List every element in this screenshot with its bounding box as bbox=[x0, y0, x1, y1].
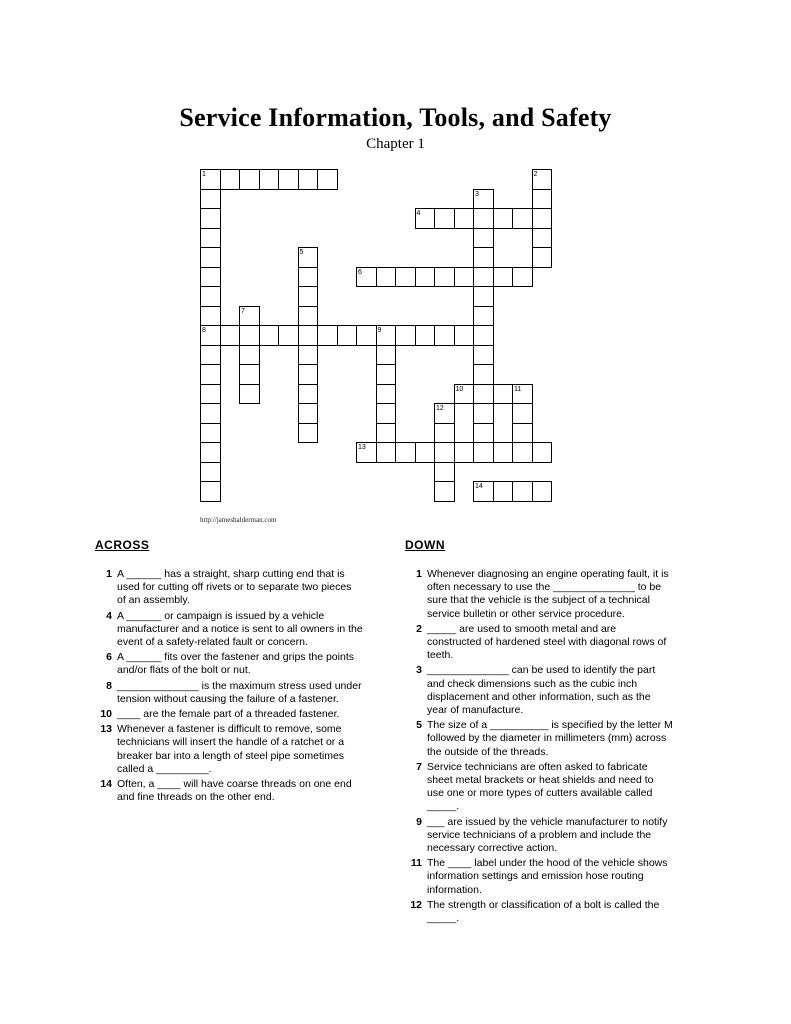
clue-text: ____ are the female part of a threaded fastener. bbox=[117, 708, 340, 721]
grid-cell[interactable] bbox=[200, 189, 221, 210]
grid-cell[interactable] bbox=[512, 403, 533, 424]
grid-cell[interactable] bbox=[415, 325, 436, 346]
across-clue-list bbox=[95, 568, 363, 804]
grid-cell[interactable] bbox=[220, 325, 241, 346]
cell-number: 3 bbox=[475, 190, 479, 198]
across-clues-section bbox=[95, 538, 363, 806]
grid-cell[interactable] bbox=[473, 208, 494, 229]
grid-cell[interactable] bbox=[454, 267, 475, 288]
clue-item bbox=[95, 708, 363, 721]
clue-text: ______________ is the maximum stress used under tension without causing the failure of a fastener. bbox=[117, 679, 362, 705]
clue-number: 2 bbox=[416, 622, 422, 635]
grid-cell[interactable] bbox=[200, 286, 221, 307]
grid-cell[interactable] bbox=[376, 442, 397, 463]
grid-cell[interactable] bbox=[493, 481, 514, 502]
grid-cell[interactable] bbox=[259, 325, 280, 346]
cell-number: 1 bbox=[202, 171, 206, 178]
clue-text: ______________ can be used to identify the part and check dimensions such as the cubic inch displacement and other information, such as the year of manufacture. bbox=[427, 664, 656, 717]
grid-cell[interactable] bbox=[376, 384, 397, 405]
cell-number: 8 bbox=[202, 327, 206, 334]
clue-item bbox=[95, 610, 363, 650]
grid-cell[interactable] bbox=[434, 481, 455, 502]
grid-cell[interactable] bbox=[200, 384, 221, 405]
grid-cell[interactable] bbox=[473, 423, 494, 444]
grid-cell[interactable] bbox=[493, 384, 514, 405]
clue-text: _____ are used to smooth metal and are constructed of hardened steel with diagonal rows of teeth. bbox=[427, 622, 667, 662]
grid-cell[interactable] bbox=[200, 267, 221, 288]
grid-cell[interactable] bbox=[200, 403, 221, 424]
grid-cell[interactable] bbox=[239, 364, 260, 385]
grid-cell[interactable] bbox=[473, 345, 494, 366]
grid-cell[interactable] bbox=[512, 423, 533, 444]
grid-cell[interactable] bbox=[512, 481, 533, 502]
grid-cell[interactable] bbox=[376, 403, 397, 424]
grid-cell[interactable] bbox=[532, 189, 553, 210]
clue-text: Whenever a fastener is difficult to remove, some technicians will insert the handle of a ratchet or a breaker bar into a length of steel pipe sometimes called a _________. bbox=[117, 723, 345, 775]
grid-cell[interactable] bbox=[473, 286, 494, 307]
grid-cell[interactable] bbox=[434, 462, 455, 483]
clue-item bbox=[95, 651, 363, 677]
grid-cell[interactable] bbox=[317, 325, 338, 346]
clue-text: ___ are issued by the vehicle manufacturer to notify service technicians of a problem and include the necessary corrective action. bbox=[427, 815, 668, 855]
clue-text: Service technicians are often asked to fabricate sheet metal brackets or heat shields and need to use one or more types of cutters available called _____. bbox=[427, 760, 654, 813]
clue-text: The size of a __________ is specified by the letter M followed by the diameter in millimeters (mm) across the outside of the threads. bbox=[427, 719, 673, 758]
grid-cell[interactable] bbox=[298, 169, 319, 190]
clue-text: A ______ has a straight, sharp cutting end that is used for cutting off rivets or to separate two pieces of an assembly. bbox=[117, 568, 352, 607]
grid-cell[interactable] bbox=[473, 267, 494, 288]
grid-cell[interactable] bbox=[239, 169, 260, 190]
clue-item bbox=[95, 568, 363, 608]
clue-item bbox=[95, 778, 363, 804]
clue-text: Often, a ____ will have coarse threads on one end and fine threads on the other end. bbox=[117, 778, 352, 804]
across-heading: ACROSS bbox=[95, 538, 150, 552]
down-clues-section bbox=[405, 538, 673, 927]
grid-cell[interactable] bbox=[434, 423, 455, 444]
grid-cell[interactable] bbox=[278, 325, 299, 346]
grid-cell[interactable] bbox=[473, 306, 494, 327]
grid-cell[interactable] bbox=[473, 189, 494, 210]
grid-cell[interactable] bbox=[200, 325, 221, 346]
clue-item bbox=[95, 723, 363, 776]
grid-cell[interactable] bbox=[473, 364, 494, 385]
grid-cell[interactable] bbox=[200, 364, 221, 385]
down-heading: DOWN bbox=[405, 538, 445, 552]
grid-cell[interactable] bbox=[376, 267, 397, 288]
clue-item bbox=[405, 623, 673, 663]
grid-cell[interactable] bbox=[473, 384, 494, 405]
grid-cell[interactable] bbox=[473, 228, 494, 249]
clue-number: 1 bbox=[106, 568, 112, 580]
grid-cell[interactable] bbox=[473, 325, 494, 346]
clue-number: 5 bbox=[416, 719, 422, 732]
clue-item bbox=[95, 680, 363, 706]
grid-cell[interactable] bbox=[298, 364, 319, 385]
grid-cell[interactable] bbox=[239, 345, 260, 366]
grid-cell[interactable] bbox=[512, 384, 533, 405]
grid-cell[interactable] bbox=[298, 403, 319, 424]
clue-number: 4 bbox=[106, 609, 112, 622]
grid-cell[interactable] bbox=[200, 228, 221, 249]
grid-cell[interactable] bbox=[473, 481, 494, 502]
clue-text: A ______ fits over the fastener and grips the points and/or flats of the bolt or nut. bbox=[117, 651, 354, 677]
grid-cell[interactable] bbox=[337, 325, 358, 346]
grid-cell[interactable] bbox=[200, 169, 221, 190]
grid-cell[interactable] bbox=[200, 247, 221, 268]
grid-cell[interactable] bbox=[239, 384, 260, 405]
cell-number: 5 bbox=[299, 249, 304, 256]
source-url-link[interactable]: http://jameshalderman.com bbox=[200, 516, 277, 524]
grid-cell[interactable] bbox=[317, 169, 338, 190]
clue-item bbox=[405, 857, 673, 897]
chapter-subtitle: Chapter 1 bbox=[366, 136, 425, 152]
grid-cell[interactable] bbox=[298, 325, 319, 346]
grid-cell[interactable] bbox=[473, 403, 494, 424]
grid-cell[interactable] bbox=[395, 442, 416, 463]
clue-number: 3 bbox=[416, 664, 422, 677]
grid-cell[interactable] bbox=[356, 325, 377, 346]
grid-cell[interactable] bbox=[434, 403, 455, 424]
clue-number: 6 bbox=[106, 651, 112, 664]
cell-number: 7 bbox=[241, 307, 245, 315]
grid-cell[interactable] bbox=[532, 442, 553, 463]
grid-cell[interactable] bbox=[298, 423, 319, 444]
grid-cell[interactable] bbox=[415, 267, 436, 288]
cell-number: 6 bbox=[358, 268, 362, 276]
cell-number: 10 bbox=[455, 385, 464, 393]
grid-cell[interactable] bbox=[512, 208, 533, 229]
cell-number: 12 bbox=[436, 405, 444, 412]
grid-cell[interactable] bbox=[278, 169, 299, 190]
grid-cell[interactable] bbox=[532, 247, 553, 268]
cell-number: 4 bbox=[416, 210, 421, 217]
clue-item bbox=[405, 568, 673, 621]
clue-number: 11 bbox=[410, 857, 422, 870]
grid-cell[interactable] bbox=[532, 228, 553, 249]
grid-cell[interactable] bbox=[376, 325, 397, 346]
clue-number: 12 bbox=[410, 898, 422, 911]
grid-cell[interactable] bbox=[376, 423, 397, 444]
grid-cell[interactable] bbox=[298, 384, 319, 405]
grid-cell[interactable] bbox=[473, 247, 494, 268]
grid-cell[interactable] bbox=[434, 208, 455, 229]
clue-number: 7 bbox=[416, 760, 422, 773]
grid-cell[interactable] bbox=[512, 442, 533, 463]
grid-cell[interactable] bbox=[200, 423, 221, 444]
grid-cell[interactable] bbox=[532, 208, 553, 229]
grid-cell[interactable] bbox=[454, 208, 475, 229]
grid-cell[interactable] bbox=[220, 169, 241, 190]
clue-number: 13 bbox=[100, 723, 112, 736]
grid-cell[interactable] bbox=[200, 462, 221, 483]
grid-cell[interactable] bbox=[415, 442, 436, 463]
clue-text: A ______ or campaign is issued by a vehicle manufacturer and a notice is sent to all owners in the event of a safety-related fault or concern. bbox=[117, 609, 363, 649]
grid-cell[interactable] bbox=[454, 325, 475, 346]
grid-cell[interactable] bbox=[434, 442, 455, 463]
grid-cell[interactable] bbox=[298, 306, 319, 327]
grid-cell[interactable] bbox=[434, 325, 455, 346]
grid-cell[interactable] bbox=[239, 325, 260, 346]
clue-item bbox=[405, 664, 673, 717]
clue-text: The ____ label under the hood of the vehicle shows information settings and emission hose routing information. bbox=[427, 857, 668, 896]
clue-text: The strength or classification of a bolt is called the _____. bbox=[427, 898, 660, 925]
grid-cell[interactable] bbox=[200, 481, 221, 502]
cell-number: 13 bbox=[358, 444, 366, 451]
grid-cell[interactable] bbox=[493, 208, 514, 229]
grid-cell[interactable] bbox=[200, 306, 221, 327]
grid-cell[interactable] bbox=[298, 345, 319, 366]
grid-cell[interactable] bbox=[512, 267, 533, 288]
clue-text: Whenever diagnosing an engine operating fault, it is often necessary to use the ______________ to be sure that the vehicle is the subject of a technical service bulletin or other service procedure. bbox=[427, 568, 669, 620]
grid-cell[interactable] bbox=[356, 442, 377, 463]
grid-cell[interactable] bbox=[532, 481, 553, 502]
cell-number: 9 bbox=[377, 327, 382, 334]
clue-number: 10 bbox=[100, 708, 112, 721]
clue-item bbox=[405, 761, 673, 814]
grid-cell[interactable] bbox=[356, 267, 377, 288]
grid-cell[interactable] bbox=[259, 169, 280, 190]
cell-number: 2 bbox=[533, 171, 538, 178]
grid-cell[interactable] bbox=[239, 306, 260, 327]
grid-cell[interactable] bbox=[454, 442, 475, 463]
clue-number: 9 bbox=[416, 815, 422, 828]
clue-number: 8 bbox=[106, 679, 112, 692]
grid-cell[interactable] bbox=[200, 345, 221, 366]
cell-number: 11 bbox=[514, 385, 522, 393]
clue-number: 14 bbox=[100, 778, 112, 791]
page-title: Service Information, Tools, and Safety bbox=[179, 103, 612, 132]
grid-cell[interactable] bbox=[376, 364, 397, 385]
grid-cell[interactable] bbox=[395, 325, 416, 346]
grid-cell[interactable] bbox=[434, 267, 455, 288]
grid-cell[interactable] bbox=[454, 384, 475, 405]
grid-cell[interactable] bbox=[200, 442, 221, 463]
clue-item bbox=[405, 719, 673, 759]
grid-cell[interactable] bbox=[298, 267, 319, 288]
grid-cell[interactable] bbox=[532, 169, 553, 190]
cell-number: 14 bbox=[475, 483, 483, 490]
grid-cell[interactable] bbox=[493, 442, 514, 463]
grid-cell[interactable] bbox=[415, 208, 436, 229]
grid-cell[interactable] bbox=[298, 286, 319, 307]
grid-cell[interactable] bbox=[298, 247, 319, 268]
clue-number: 1 bbox=[416, 568, 422, 580]
down-clue-list bbox=[405, 568, 673, 925]
grid-cell[interactable] bbox=[493, 267, 514, 288]
clue-item bbox=[405, 816, 673, 856]
grid-cell[interactable] bbox=[473, 442, 494, 463]
clue-item bbox=[405, 899, 673, 925]
grid-cell[interactable] bbox=[376, 345, 397, 366]
grid-cell[interactable] bbox=[395, 267, 416, 288]
grid-cell[interactable] bbox=[200, 208, 221, 229]
